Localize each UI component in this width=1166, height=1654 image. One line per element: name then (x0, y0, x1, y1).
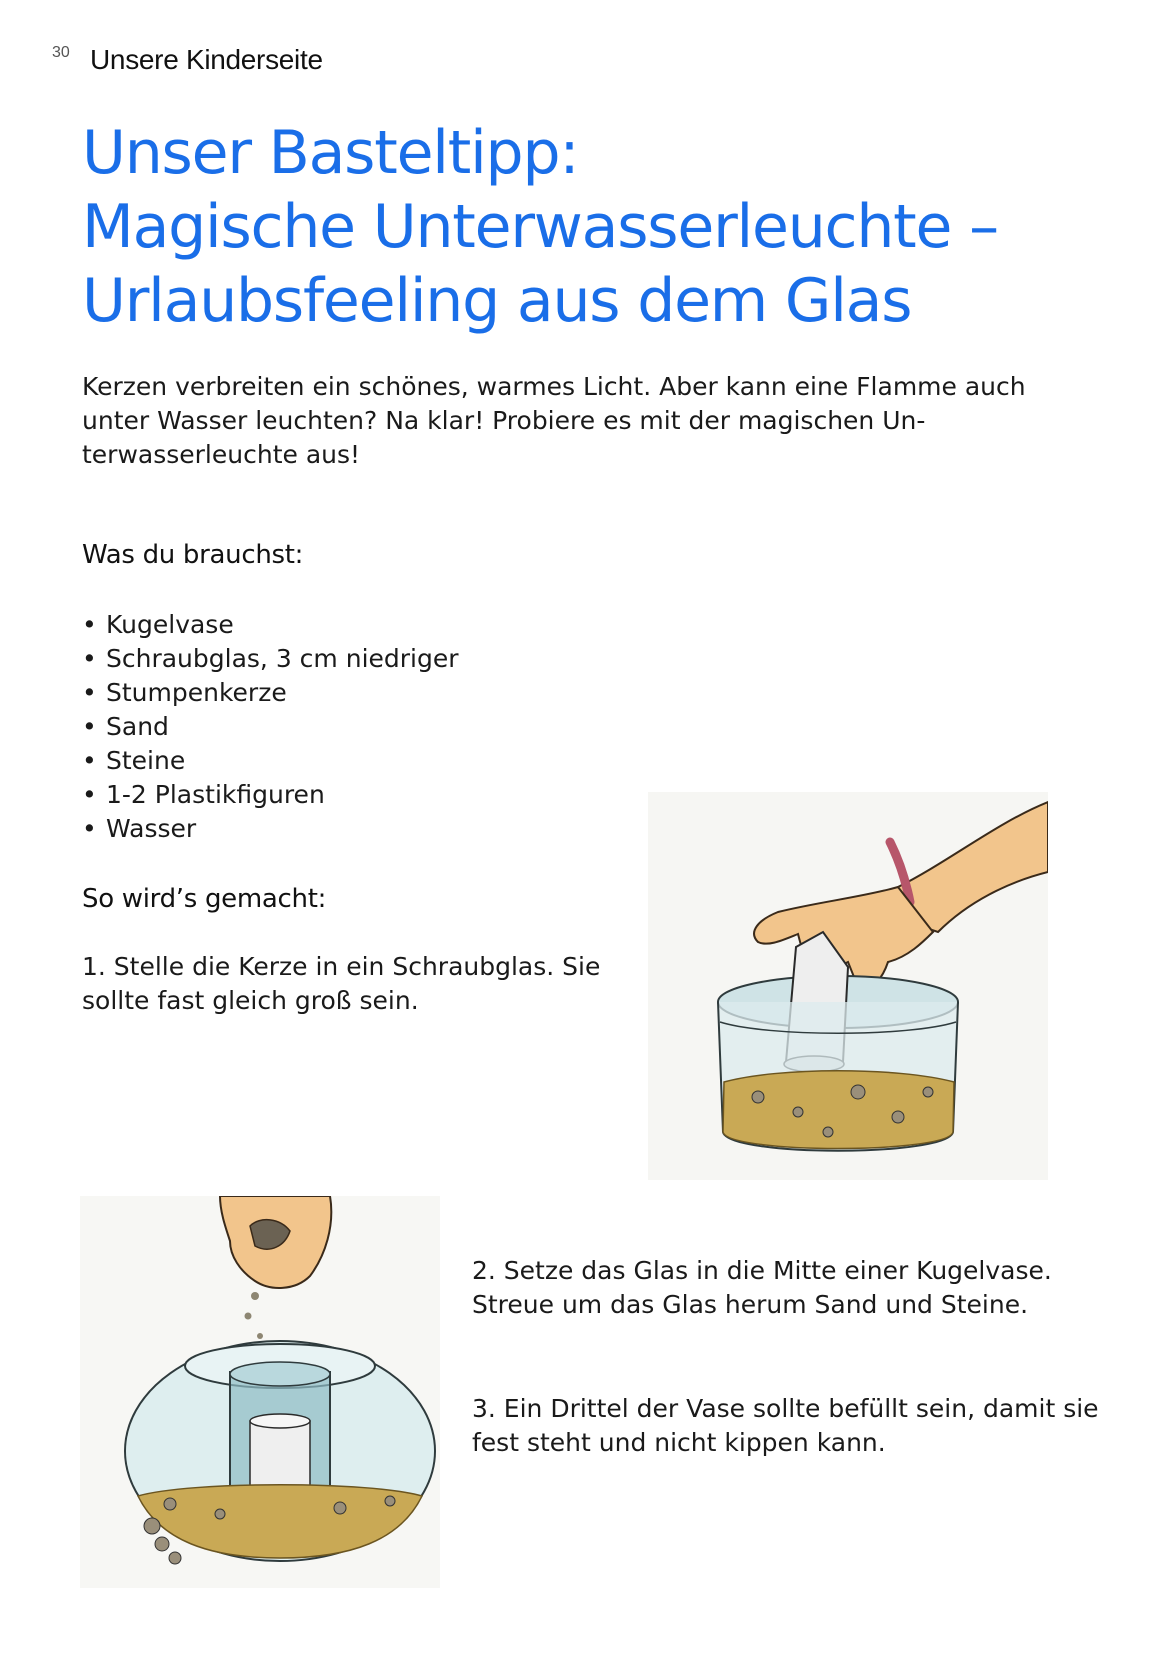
section-title: Unsere Kinderseite (90, 44, 323, 75)
materials-list (82, 608, 459, 846)
headline-line-1: Unser Basteltipp: (82, 118, 579, 188)
list-item: • Wasser (82, 812, 459, 846)
list-item: • Steine (82, 744, 459, 778)
headline-line-2: Magische Unterwasserleuchte – (82, 192, 998, 262)
article-headline (82, 116, 998, 338)
list-item: • Stumpenkerze (82, 676, 459, 710)
list-item: • Schraubglas, 3 cm niedriger (82, 642, 459, 676)
steps-heading: So wird’s gemacht: (82, 884, 327, 914)
list-item: • 1-2 Plastikfiguren (82, 778, 459, 812)
materials-heading: Was du brauchst: (82, 540, 304, 570)
headline-line-3: Urlaubsfeeling aus dem Glas (82, 266, 912, 336)
list-item: • Kugelvase (82, 608, 459, 642)
page-number: 30 (52, 44, 70, 61)
step-2-text: 2. Setze das Glas in die Mitte einer Kugelvase. Streue um das Glas herum Sand und Steine. (472, 1256, 1052, 1319)
illustration-hand-candle-jar (648, 792, 1048, 1180)
step-1-text: 1. Stelle die Kerze in ein Schraubglas. Sie sollte fast gleich groß sein. (82, 952, 601, 1015)
list-item: • Sand (82, 710, 459, 744)
intro-paragraph: Kerzen verbreiten ein schönes, warmes Licht. Aber kann eine Flamme auch unter Wasser leuchten? Na klar! Probiere es mit der magischen Unterwasserleuchte aus! (82, 372, 1026, 469)
step-3-text: 3. Ein Drittel der Vase sollte befüllt sein, damit sie fest steht und nicht kippen kann. (472, 1394, 1099, 1457)
illustration-sand-vase (80, 1196, 440, 1588)
